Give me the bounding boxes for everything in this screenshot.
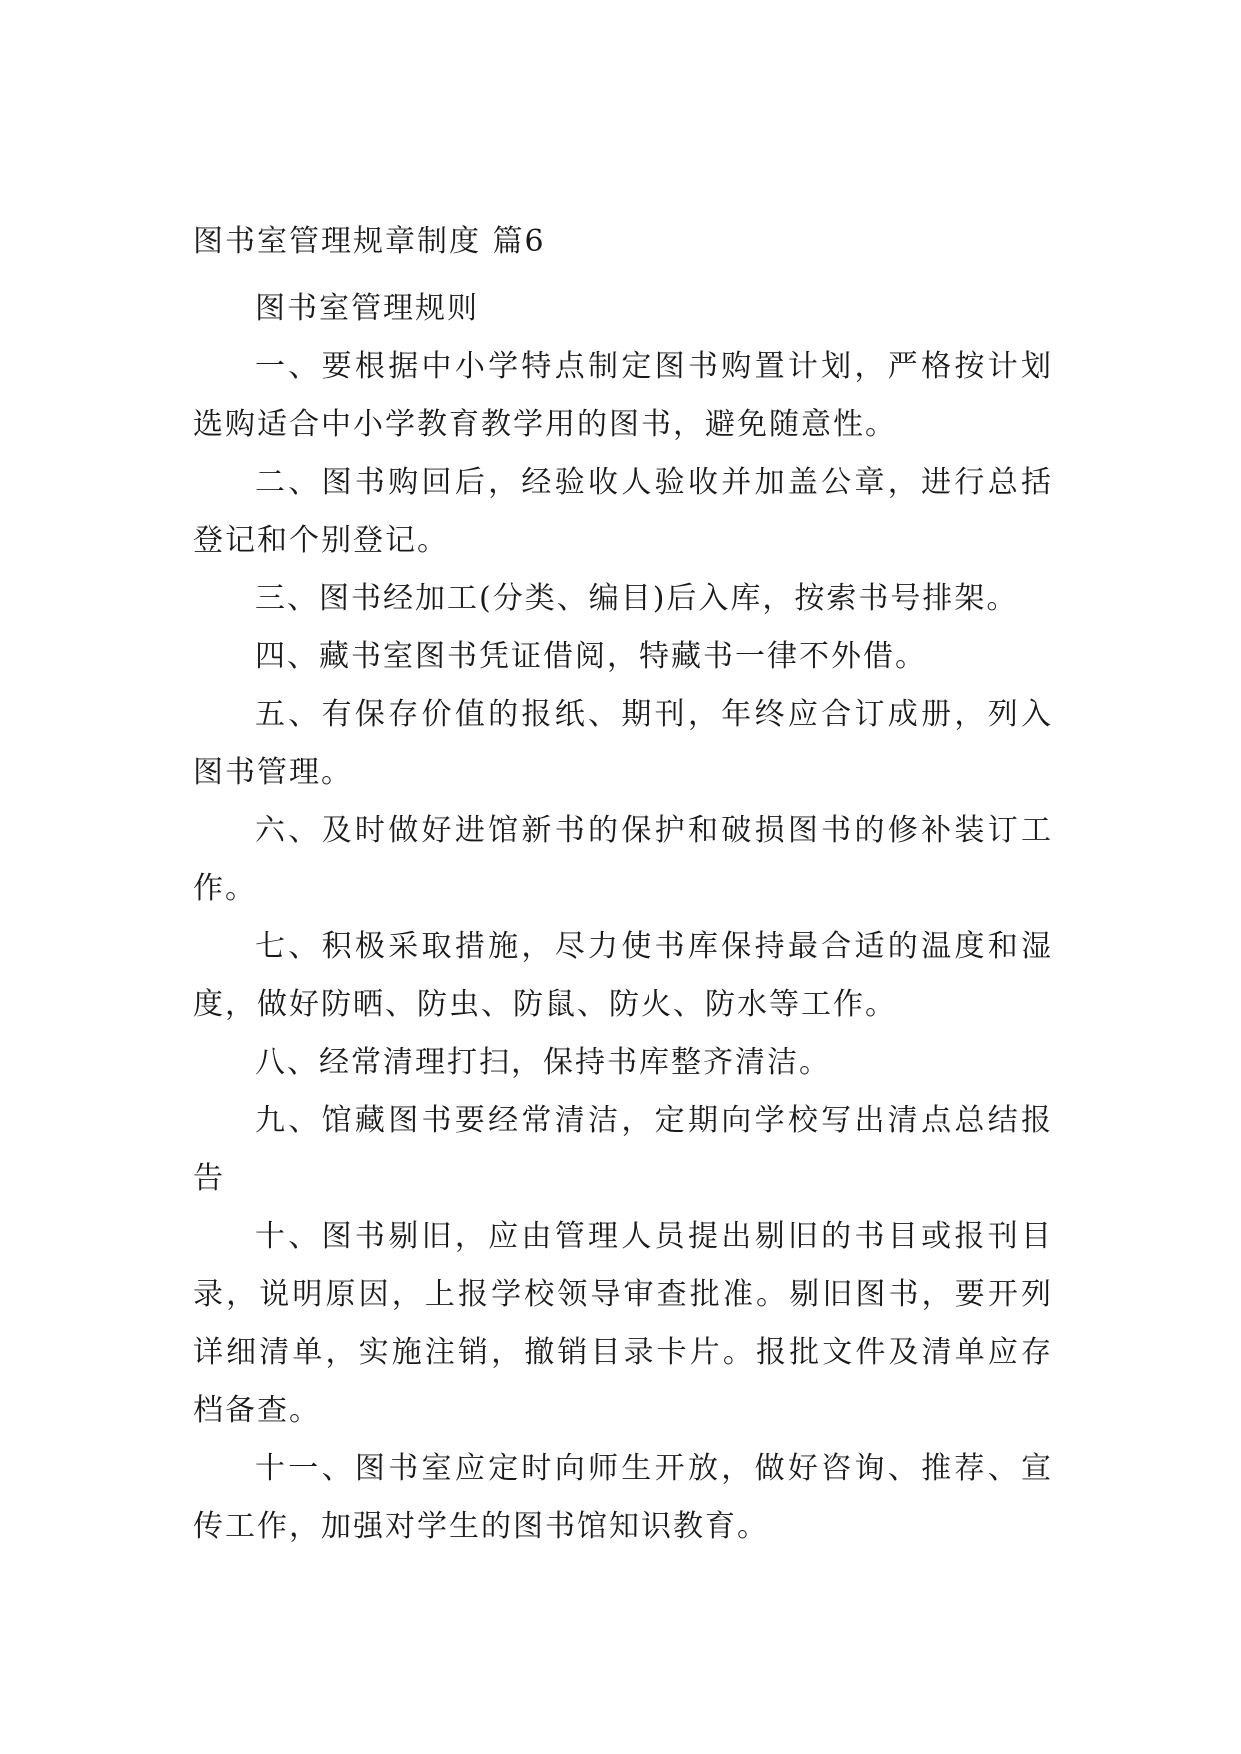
rule-paragraph-8: 八、经常清理打扫，保持书库整齐清洁。: [255, 1045, 831, 1080]
document-page: [193, 222, 1053, 1556]
rule-paragraph-9: 九、馆藏图书要经常清洁，定期向学校写出清点总结报告: [193, 1103, 1053, 1196]
rule-paragraph-7: 七、积极采取措施，尽力使书库保持最合适的温度和湿度，做好防晒、防虫、防鼠、防火、防水等工作。: [193, 929, 1053, 1022]
rule-paragraph-6: 六、及时做好进馆新书的保护和破损图书的修补装订工作。: [193, 813, 1053, 906]
document-title: 图书室管理规章制度 篇6: [193, 224, 546, 259]
rule-paragraph-2: 二、图书购回后，经验收人验收并加盖公章，进行总括登记和个别登记。: [193, 465, 1053, 558]
rule-paragraph-5: 五、有保存价值的报纸、期刊，年终应合订成册，列入图书管理。: [193, 697, 1053, 790]
rule-paragraph-1: 一、要根据中小学特点制定图书购置计划，严格按计划选购适合中小学教育教学用的图书，避免随意性。: [193, 349, 1053, 442]
rule-paragraph-3: 三、图书经加工(分类、编目)后入库，按索书号排架。: [255, 581, 1019, 616]
rule-paragraph-11: 十一、图书室应定时向师生开放，做好咨询、推荐、宣传工作，加强对学生的图书馆知识教育。: [193, 1451, 1053, 1544]
rule-paragraph-4: 四、藏书室图书凭证借阅，特藏书一律不外借。: [255, 639, 927, 674]
document-subtitle: 图书室管理规则: [255, 291, 479, 326]
rule-paragraph-10: 十、图书剔旧，应由管理人员提出剔旧的书目或报刊目录，说明原因，上报学校领导审查批准。剔旧图书，要开列详细清单，实施注销，撤销目录卡片。报批文件及清单应存档备查。: [193, 1219, 1053, 1428]
